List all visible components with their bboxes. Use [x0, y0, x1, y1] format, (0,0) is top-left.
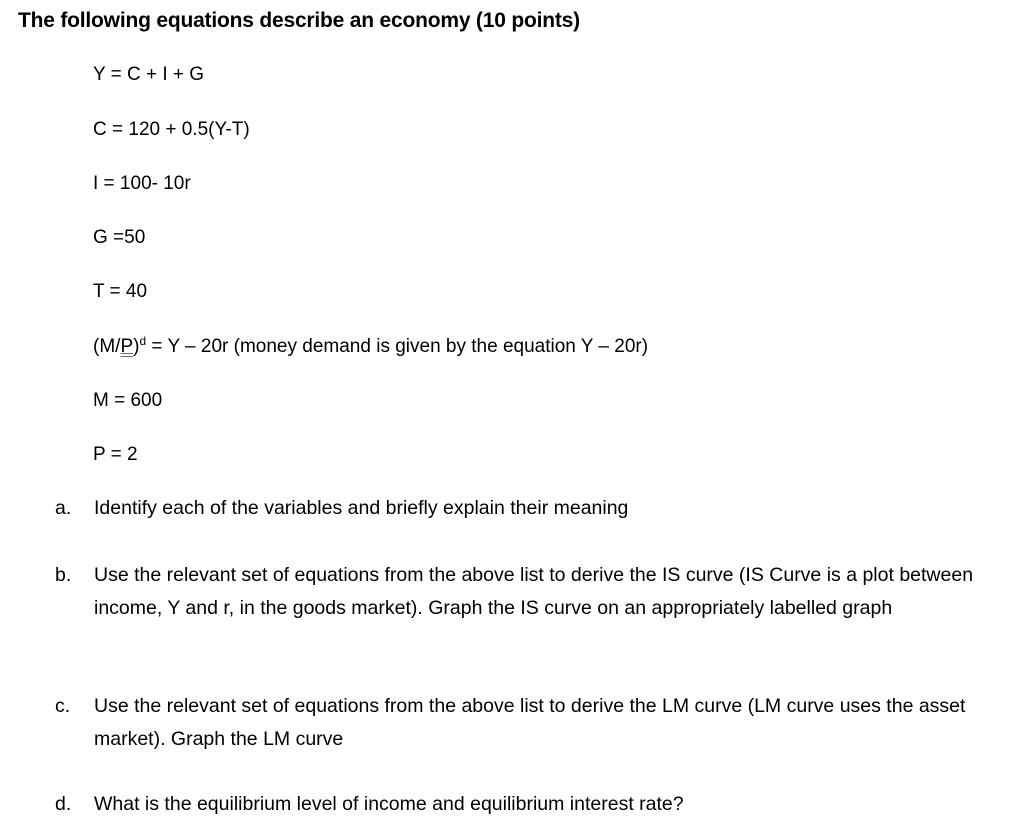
equation-income-identity: Y = C + I + G [93, 64, 205, 85]
equation-money-demand [93, 336, 648, 358]
question-text: Use the relevant set of equations from the above list to derive the LM curve (LM curve uses the asset market). Graph the LM curve [94, 695, 966, 750]
page-title: The following equations describe an economy (10 points) [18, 9, 580, 32]
question-marker: a. [55, 497, 72, 519]
equation-consumption: C = 120 + 0.5(Y-T) [93, 119, 250, 140]
money-demand-prefix: (M/ [93, 336, 121, 357]
money-demand-close-paren: ) [133, 336, 140, 357]
question-text: Use the relevant set of equations from the above list to derive the IS curve (IS Curve is a plot between income, Y and r, in the goods market). Graph the IS curve on an appropriately labelled graph [94, 564, 974, 619]
money-demand-price-level: P [120, 336, 134, 357]
equation-money-supply: M = 600 [93, 390, 163, 411]
question-text: Identify each of the variables and briefly explain their meaning [94, 497, 629, 519]
equation-investment: I = 100- 10r [93, 173, 191, 194]
money-demand-rest: = Y – 20r (money demand is given by the equation Y – 20r) [146, 336, 649, 357]
money-demand-superscript: d [139, 334, 147, 348]
question-marker: d. [55, 793, 72, 815]
question-marker: c. [55, 695, 71, 717]
question-marker: b. [55, 564, 72, 586]
equation-price-level: P = 2 [93, 444, 138, 465]
question-text: What is the equilibrium level of income and equilibrium interest rate? [94, 793, 684, 815]
equation-taxes: T = 40 [93, 281, 148, 302]
equation-government: G =50 [93, 227, 146, 248]
